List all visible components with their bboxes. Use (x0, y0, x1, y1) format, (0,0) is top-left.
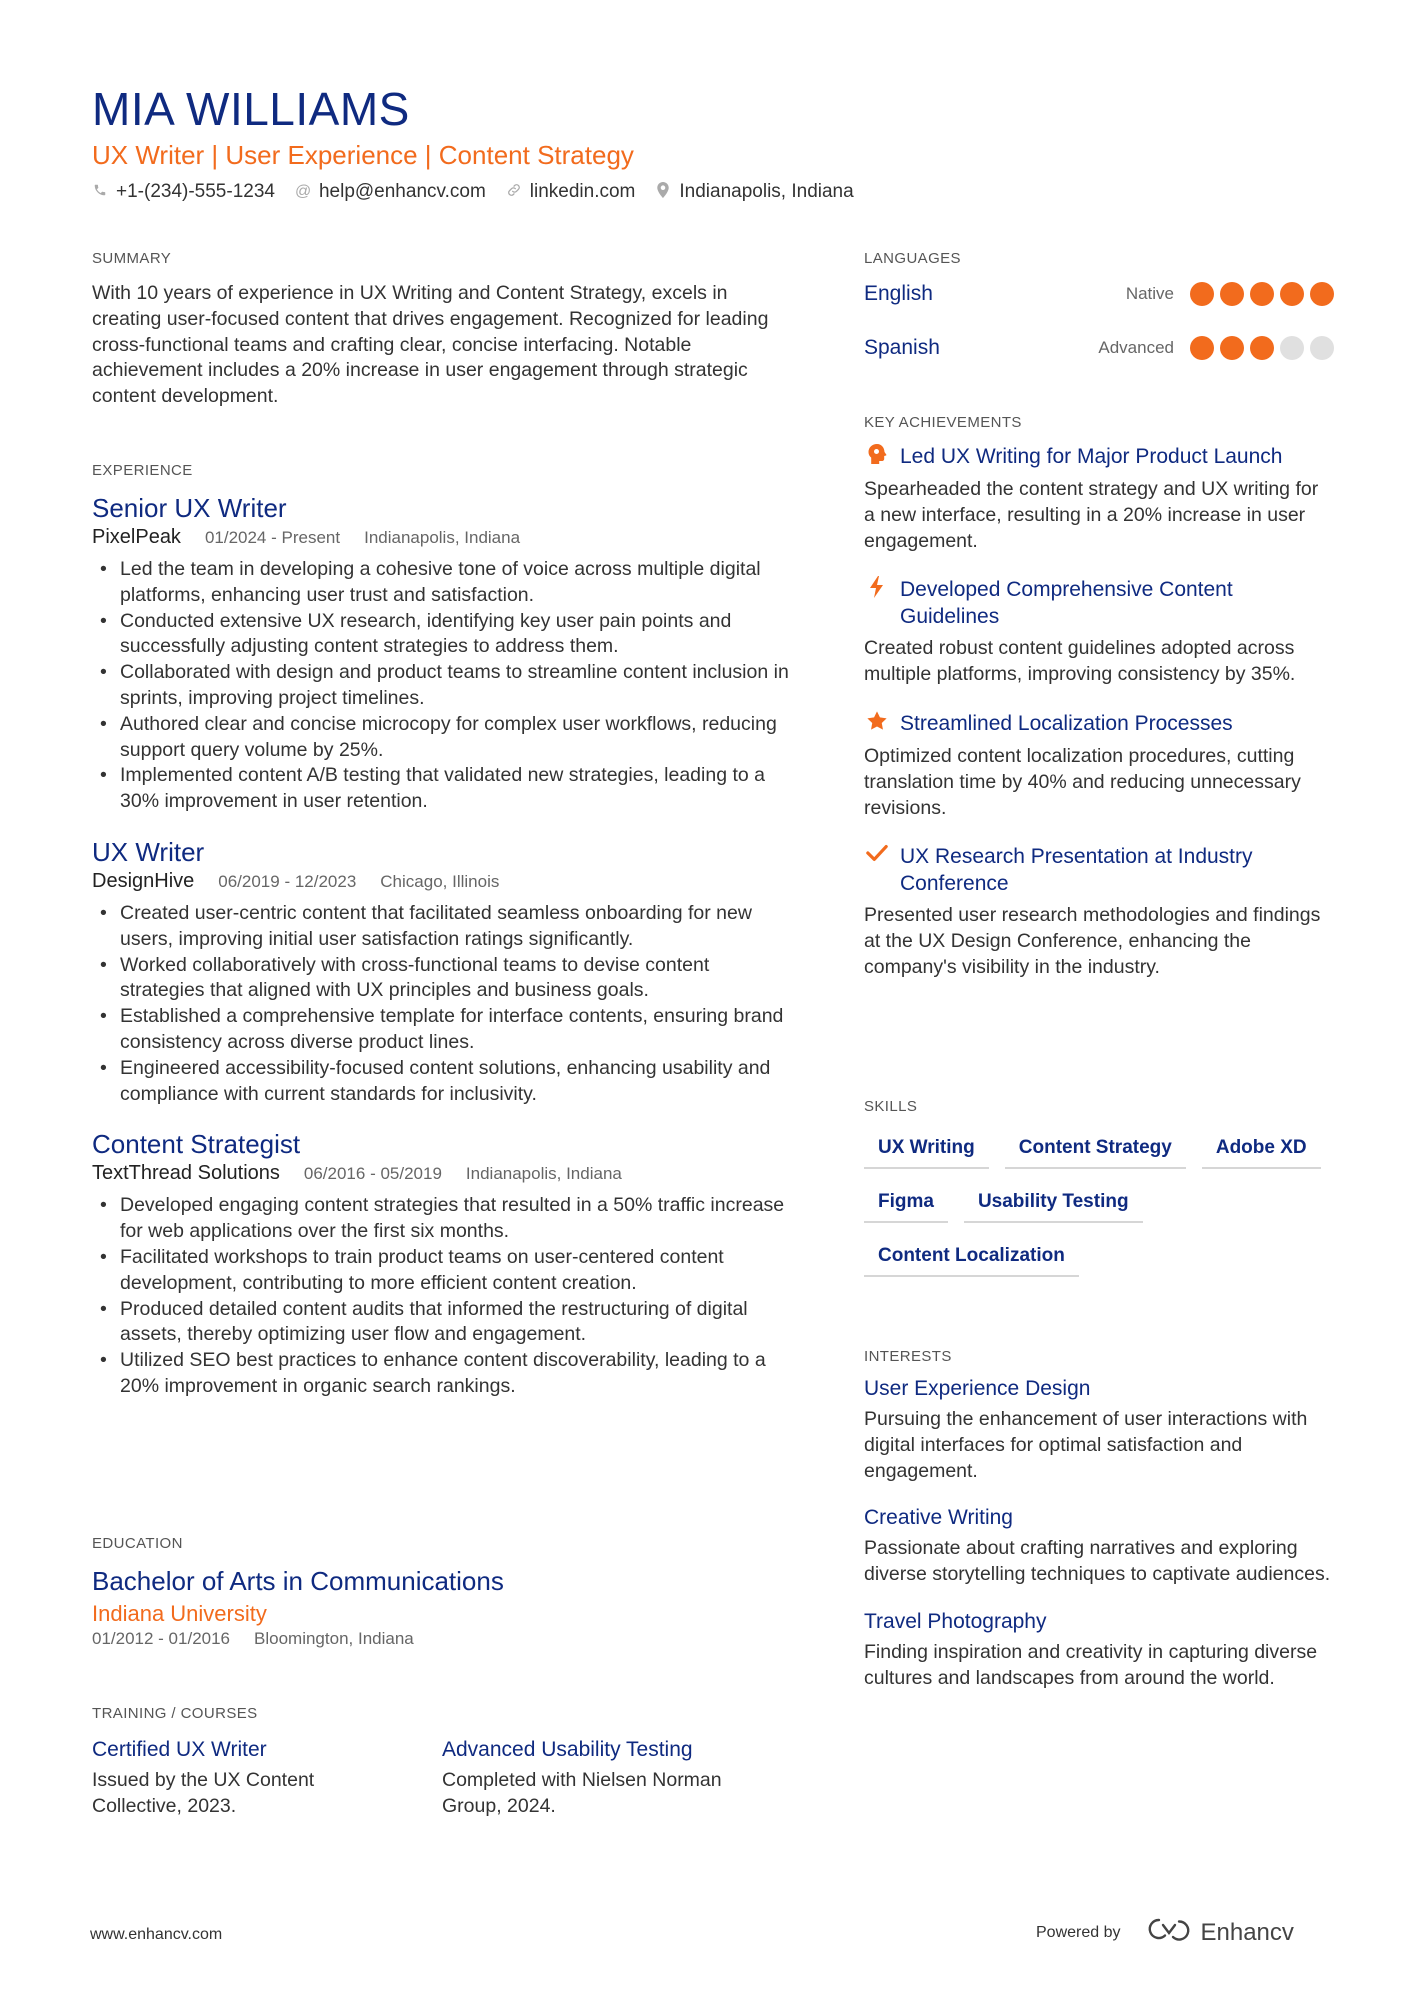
job-dates: 01/2024 - Present (204, 528, 341, 547)
contact-phone: +1-(234)-555-1234 (92, 181, 275, 203)
language-level: Native (1125, 284, 1174, 303)
section-title: SKILLS (864, 1098, 918, 1115)
skill-tag: Figma (864, 1183, 948, 1223)
interests-section (864, 1348, 1334, 1714)
achievement-title: UX Research Presentation at Industry Conference (900, 845, 1253, 896)
interest-title: User Experience Design (864, 1377, 1091, 1400)
section-title: LANGUAGES (864, 250, 961, 267)
footer-website[interactable]: www.enhancv.com (90, 1926, 223, 1943)
achievement-title: Led UX Writing for Major Product Launch (900, 445, 1283, 468)
summary-section (92, 250, 792, 410)
language-name: English (864, 282, 933, 305)
degree: Bachelor of Arts in Communications (92, 1566, 504, 1596)
contact-bar (92, 181, 854, 203)
education-location: Bloomington, Indiana (254, 1629, 414, 1648)
skill-tag: Content Localization (864, 1237, 1079, 1277)
course-title: Certified UX Writer (92, 1738, 267, 1761)
checkmark-icon (864, 843, 890, 869)
job-location: Indianapolis, Indiana (465, 1164, 622, 1184)
education-section (92, 1535, 792, 1649)
rating-dot-empty (1310, 336, 1334, 360)
list-item: • Engineered accessibility-focused content solutions, enhancing usability and compliance with current standards for inclusivity. (92, 1056, 792, 1108)
rating-dot-filled (1190, 336, 1214, 360)
achievement-desc: Optimized content localization procedures, cutting translation time by 40% and reducing unnecessary revisions. (864, 744, 1301, 819)
job-entry (92, 493, 792, 815)
job-location: Indianapolis, Indiana (364, 528, 521, 547)
rating-dot-filled (1280, 282, 1304, 306)
list-item: • Implemented content A/B testing that validated new strategies, leading to a 30% improvement in user retention. (92, 763, 792, 815)
job-title: Senior UX Writer (92, 493, 287, 523)
job-meta (92, 870, 792, 893)
list-item: • Utilized SEO best practices to enhance content discoverability, leading to a 20% improvement in organic search rankings. (92, 1348, 792, 1400)
section-title: KEY ACHIEVEMENTS (864, 414, 1022, 431)
achievement-title: Streamlined Localization Processes (900, 711, 1233, 735)
course-desc: Completed with Nielsen Norman Group, 2024. (442, 1769, 722, 1817)
job-title: UX Writer (92, 836, 205, 867)
job-entry (92, 1129, 792, 1399)
job-bullets (92, 1193, 792, 1399)
company: TextThread Solutions (92, 1162, 280, 1185)
contact-email[interactable]: @ help@enhancv.com (294, 181, 486, 202)
school: Indiana University (92, 1601, 267, 1626)
section-title: INTERESTS (864, 1348, 952, 1365)
achievement-desc: Spearheaded the content strategy and UX writing for a new interface, resulting in a 20% increase in user engagement. (864, 478, 1319, 552)
job-location: Chicago, Illinois (380, 871, 500, 891)
rating-dot-filled (1250, 282, 1274, 306)
interest-item (864, 1506, 1334, 1588)
list-item: • Established a comprehensive template for interface contents, ensuring brand consistency across diverse product lines. (92, 1004, 792, 1056)
course-item (442, 1738, 792, 1820)
rating-dot-filled (1190, 282, 1214, 306)
job-dates: 06/2016 - 05/2019 (303, 1164, 442, 1184)
languages-section (864, 250, 1334, 363)
job-bullets (92, 557, 792, 815)
experience-section (92, 462, 792, 1400)
job-meta (92, 526, 792, 549)
section-title: EXPERIENCE (92, 462, 193, 479)
achievement-desc: Presented user research methodologies and findings at the UX Design Conference, enhancing the company's visibility in the industry. (864, 904, 1321, 978)
language-level: Advanced (1098, 338, 1174, 357)
list-item: • Conducted extensive UX research, identifying key user pain points and successfully adjusting content strategies to address them. (92, 609, 792, 661)
rating-dot-empty (1280, 336, 1304, 360)
skill-tag: Content Strategy (1005, 1129, 1186, 1169)
skills-section (864, 1098, 1334, 1291)
at-icon: @ (294, 183, 312, 200)
enhancv-logo-icon (1145, 1916, 1193, 1949)
achievement-item (864, 710, 1334, 821)
course-desc: Issued by the UX Content Collective, 2023. (92, 1769, 315, 1817)
training-section (92, 1705, 792, 1820)
language-rating (1190, 282, 1334, 306)
link-icon (506, 182, 522, 203)
headline: UX Writer | User Experience | Content Strategy (92, 140, 634, 170)
interest-title: Creative Writing (864, 1506, 1013, 1530)
rating-dot-filled (1220, 282, 1244, 306)
achievement-title: Developed Comprehensive Content Guidelines (900, 578, 1233, 629)
list-item: • Developed engaging content strategies that resulted in a 50% traffic increase for web applications over the first six months. (92, 1193, 792, 1245)
interest-desc: Pursuing the enhancement of user interactions with digital interfaces for optimal satisfaction and engagement. (864, 1408, 1308, 1482)
language-name: Spanish (864, 336, 940, 359)
candidate-name: MIA WILLIAMS (92, 83, 410, 135)
achievement-item (864, 443, 1334, 554)
bolt-icon (864, 576, 890, 604)
interest-title: Travel Photography (864, 1609, 1047, 1633)
star-icon (864, 710, 890, 738)
summary-text: With 10 years of experience in UX Writing and Content Strategy, excels in creating user-focused content that drives engagement. Recognized for leading cross-functional teams and crafting clear, concise interfacing. Notable achievement includes a 20% increase in user engagement through strategic content development. (92, 282, 769, 408)
job-meta (92, 1162, 792, 1185)
list-item: • Authored clear and concise microcopy for complex user workflows, reducing support query volume by 25%. (92, 712, 792, 764)
course-item (92, 1738, 442, 1820)
rating-dot-filled (1250, 336, 1274, 360)
language-rating (1190, 336, 1334, 360)
education-meta (92, 1629, 792, 1649)
brand-name: Enhancv (1200, 1918, 1294, 1946)
section-title: EDUCATION (92, 1535, 183, 1552)
list-item: • Facilitated workshops to train product teams on user-centered content development, contributing to more efficient content creation. (92, 1245, 792, 1297)
section-title: SUMMARY (92, 250, 172, 267)
skill-tag: UX Writing (864, 1129, 989, 1169)
skills-list (864, 1129, 1334, 1291)
company: PixelPeak (92, 526, 181, 548)
powered-by-label: Powered by (1036, 1923, 1121, 1941)
list-item: • Produced detailed content audits that informed the restructuring of digital assets, thereby optimizing user flow and engagement. (92, 1297, 792, 1349)
skill-tag: Usability Testing (964, 1183, 1143, 1223)
job-dates: 06/2019 - 12/2023 (218, 871, 357, 891)
location-icon (655, 182, 671, 203)
contact-location: Indianapolis, Indiana (655, 181, 853, 203)
list-item: • Led the team in developing a cohesive tone of voice across multiple digital platforms, enhancing user trust and satisfaction. (92, 557, 792, 609)
rating-dot-filled (1220, 336, 1244, 360)
interest-desc: Finding inspiration and creativity in capturing diverse cultures and landscapes from around the world. (864, 1640, 1318, 1689)
course-title: Advanced Usability Testing (442, 1738, 693, 1761)
contact-linkedin[interactable]: linkedin.com (506, 181, 636, 203)
job-title: Content Strategist (92, 1129, 301, 1160)
rating-dot-filled (1310, 282, 1334, 306)
achievement-item (864, 843, 1334, 980)
achievements-section (864, 414, 1334, 1003)
interest-desc: Passionate about crafting narratives and exploring diverse storytelling techniques to captivate audiences. (864, 1537, 1331, 1586)
footer-branding (1036, 1916, 1294, 1949)
achievement-item (864, 576, 1334, 688)
education-dates: 01/2012 - 01/2016 (92, 1629, 231, 1648)
language-row (864, 279, 1334, 309)
enhancv-logo[interactable] (1145, 1916, 1294, 1949)
company: DesignHive (92, 869, 195, 892)
list-item: • Collaborated with design and product teams to streamline content inclusion in sprints, improving project timelines. (92, 660, 792, 712)
phone-icon (92, 183, 108, 202)
interest-item (864, 1610, 1334, 1692)
interest-item (864, 1377, 1334, 1484)
list-item: • Created user-centric content that facilitated seamless onboarding for new users, improving initial user satisfaction ratings significantly. (92, 901, 792, 953)
job-bullets (92, 901, 792, 1107)
courses-list (92, 1738, 792, 1820)
skill-tag: Adobe XD (1202, 1129, 1321, 1169)
achievement-desc: Created robust content guidelines adopted across multiple platforms, improving consistency by 35%. (864, 637, 1296, 686)
job-entry (92, 837, 792, 1107)
section-title: TRAINING / COURSES (92, 1705, 258, 1722)
lightbulb-head-icon (864, 443, 890, 471)
language-row (864, 333, 1334, 363)
list-item: • Worked collaboratively with cross-functional teams to devise content strategies that aligned with UX principles and business goals. (92, 953, 792, 1005)
